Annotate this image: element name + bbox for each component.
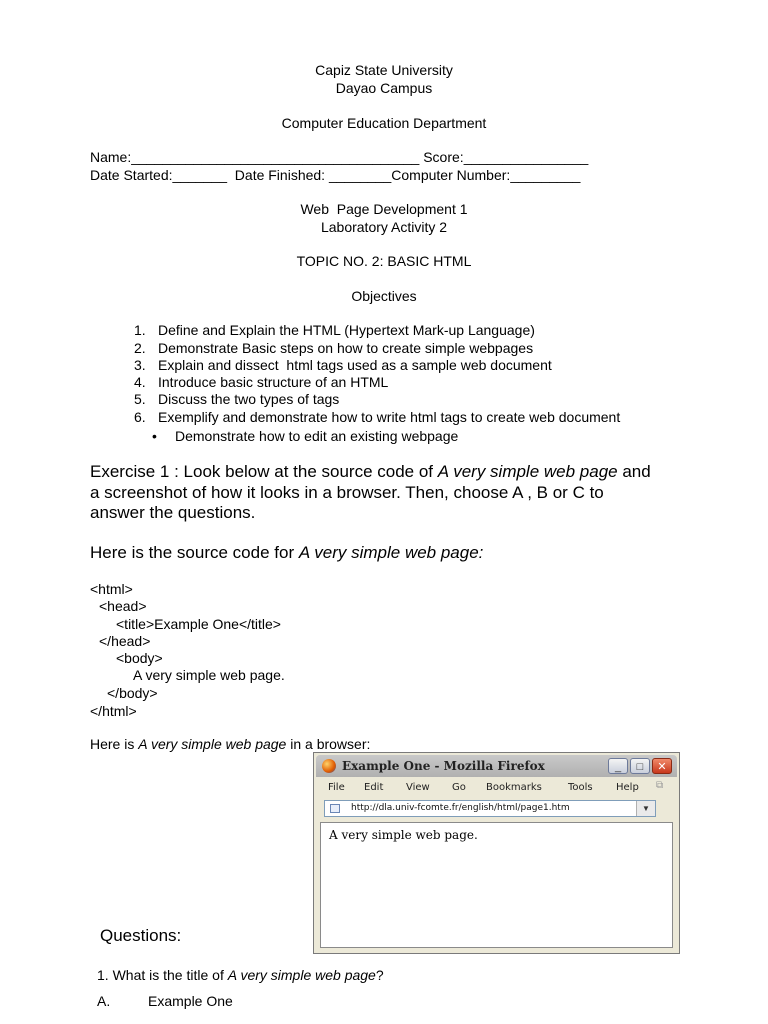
exercise-line-2: a screenshot of how it looks in a browser. Then, choose A , B or C to [90,483,604,502]
date-started-label: Date Started: [90,167,173,183]
list-item [134,391,339,407]
maximize-icon: □ [630,758,650,774]
list-number: 5. [134,391,146,407]
exercise-line-1 [90,462,651,482]
course-title-text: Web Page Development 1 [300,201,468,217]
browser-intro [90,736,370,752]
question-text: ? [375,967,384,983]
university-name: Capiz State University [315,62,453,78]
exercise-text: and [617,462,651,481]
throbber-icon: ⧉ [656,780,664,791]
list-number: 4. [134,374,146,390]
list-number: 1. [134,322,146,338]
browser-window-title: Example One - Mozilla Firefox [342,759,545,773]
date-finished-blank: ________ [328,167,392,183]
bullet-icon: • [152,428,157,444]
address-bar [324,800,656,817]
bullet-text: Demonstrate how to edit an existing webpage [175,428,459,444]
date-started-blank: _______ [172,167,228,183]
browser-intro-text: in a browser: [286,736,371,752]
code-line: </head> [99,633,151,649]
list-text: Explain and dissect html tags used as a sample web document [158,357,552,373]
exercise-line-3: answer the questions. [90,503,256,522]
course-title [0,201,768,217]
dates-line [90,167,580,183]
menu-item-help: Help [616,782,639,793]
score-blank: ________________ [463,149,589,165]
option-text: Example One [148,993,233,1009]
menu-item-edit: Edit [364,782,384,793]
list-text: Define and Explain the HTML (Hypertext Mark-up Language) [158,322,535,338]
list-number: 3. [134,357,146,373]
browser-menu-bar [316,779,677,797]
questions-heading: Questions: [100,926,182,945]
browser-content-text: A very simple web page. [329,828,478,842]
list-number: 6. [134,409,146,425]
exercise-text: Exercise 1 : Look below at the source code of [90,462,438,481]
code-line: <body> [116,650,163,666]
source-intro-italic: A very simple web page: [298,543,484,562]
close-icon: ✕ [652,758,672,774]
menu-item-go: Go [452,782,466,793]
question-text: 1. What is the title of [97,967,228,983]
menu-item-file: File [328,782,345,793]
browser-intro-italic: A very simple web page [138,736,287,752]
browser-title-bar [316,755,677,777]
date-finished-label: Date Finished: [234,167,326,183]
list-item [134,322,535,338]
activity-title: Laboratory Activity 2 [320,219,448,235]
list-number: 2. [134,340,146,356]
code-line: A very simple web page. [133,667,285,683]
list-item [134,357,552,373]
browser-screenshot [313,752,680,954]
code-line: </body> [107,685,158,701]
code-line: </html> [90,703,137,719]
question-1 [97,967,384,983]
address-url: http://dla.univ-fcomte.fr/english/html/page1.htm [351,803,570,813]
list-item [134,374,388,390]
menu-item-tools: Tools [568,782,593,793]
page-icon [330,804,340,813]
question-italic: A very simple web page [227,967,376,983]
department-name: Computer Education Department [281,115,487,131]
name-label: Name: [90,149,132,165]
chevron-down-icon: ▼ [636,801,655,816]
list-text: Demonstrate Basic steps on how to create simple webpages [158,340,534,356]
code-line: <html> [90,581,133,597]
browser-content-area [320,822,673,948]
list-item [134,409,620,425]
code-line: <head> [99,598,147,614]
source-intro [90,543,483,563]
list-item [134,340,533,356]
minimize-icon: _ [608,758,628,774]
option-letter: A. [97,993,111,1009]
computer-number-label: Computer Number: [391,167,511,183]
name-blank: _____________________________________ [131,149,420,165]
bullet-item [152,428,458,444]
answer-option-a [97,993,233,1009]
computer-number-blank: _________ [510,167,581,183]
list-text: Discuss the two types of tags [158,391,340,407]
browser-intro-text: Here is [90,736,139,752]
source-intro-text: Here is the source code for [90,543,299,562]
list-text: Exemplify and demonstrate how to write html tags to create web document [158,409,621,425]
name-score-line [90,149,588,165]
exercise-italic: A very simple web page [437,462,618,481]
topic-title: TOPIC NO. 2: BASIC HTML [296,253,472,269]
menu-item-bookmarks: Bookmarks [486,782,542,793]
objectives-heading: Objectives [351,288,417,304]
firefox-logo-icon [322,759,336,773]
score-label: Score: [423,149,464,165]
list-text: Introduce basic structure of an HTML [158,374,389,390]
campus-name: Dayao Campus [335,80,433,96]
code-line: <title>Example One</title> [116,616,281,632]
menu-item-view: View [406,782,430,793]
